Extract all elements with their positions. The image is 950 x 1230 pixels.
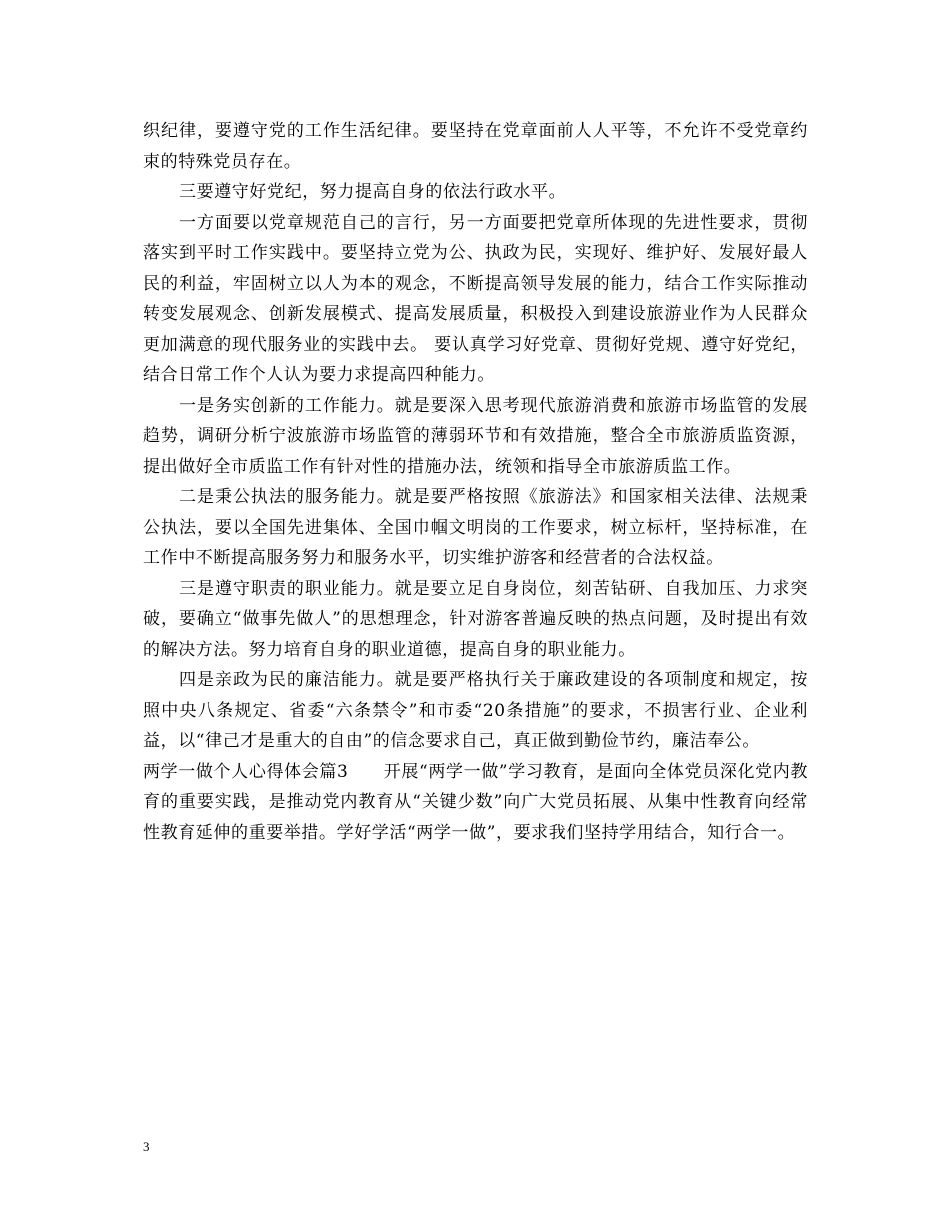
paragraph-7: 四是亲政为民的廉洁能力。就是要严格执行关于廉政建设的各项制度和规定，按照中央八条规定、省委“六条禁令”和市委“20条措施”的要求，不损害行业、企业利益，以“律己才是重大的自由”的信念要求自己，真正做到勤俭节约，廉洁奉公。 <box>143 670 808 751</box>
paragraph-8: 两学一做个人心得体会篇3 开展“两学一做”学习教育，是面向全体党员深化党内教育的重要实践，是推动党内教育从“关键少数”向广大党员拓展、从集中性教育向经常性教育延伸的重要举措。学好学活“两学一做”，要求我们坚持学用结合，知行合一。 <box>143 761 808 843</box>
paragraph-5: 二是秉公执法的服务能力。就是要严格按照《旅游法》和国家相关法律、法规秉公执法，要以全国先进集体、全国巾帼文明岗的工作要求，树立标杆，坚持标准，在工作中不断提高服务努力和服务水平，切实维护游客和经营者的合法权益。 <box>143 487 808 568</box>
paragraph-4: 一是务实创新的工作能力。就是要深入思考现代旅游消费和旅游市场监管的发展趋势，调研分析宁波旅游市场监管的薄弱环节和有效措施，整合全市旅游质监资源，提出做好全市质监工作有针对性的措施办法，统领和指导全市旅游质监工作。 <box>143 395 808 477</box>
document-body <box>143 116 808 848</box>
paragraph-1: 织纪律，要遵守党的工作生活纪律。要坚持在党章面前人人平等，不允许不受党章约束的特殊党员存在。 <box>143 121 808 172</box>
paragraph-3: 一方面要以党章规范自己的言行，另一方面要把党章所体现的先进性要求，贯彻落实到平时工作实践中。要坚持立党为公、执政为民，实现好、维护好、发展好最人民的利益，牢固树立以人为本的观念，不断提高领导发展的能力，结合工作实际推动转变发展观念、创新发展模式、提高发展质量，积极投入到建设旅游业作为人民群众更加满意的现代服务业的实践中去。 要认真学习好党章、贯彻好党规、遵守好党纪，结合日常工作个人认为要力求提高四种能力。 <box>143 212 808 385</box>
paragraph-2: 三要遵守好党纪，努力提高自身的依法行政水平。 <box>179 182 567 202</box>
page-number: 3 <box>143 1139 150 1154</box>
paragraph-6: 三是遵守职责的职业能力。就是要立足自身岗位，刻苦钻研、自我加压、力求突破，要确立“做事先做人”的思想理念，针对游客普遍反映的热点问题，及时提出有效的解决方法。努力培育自身的职业道德，提高自身的职业能力。 <box>143 578 808 660</box>
